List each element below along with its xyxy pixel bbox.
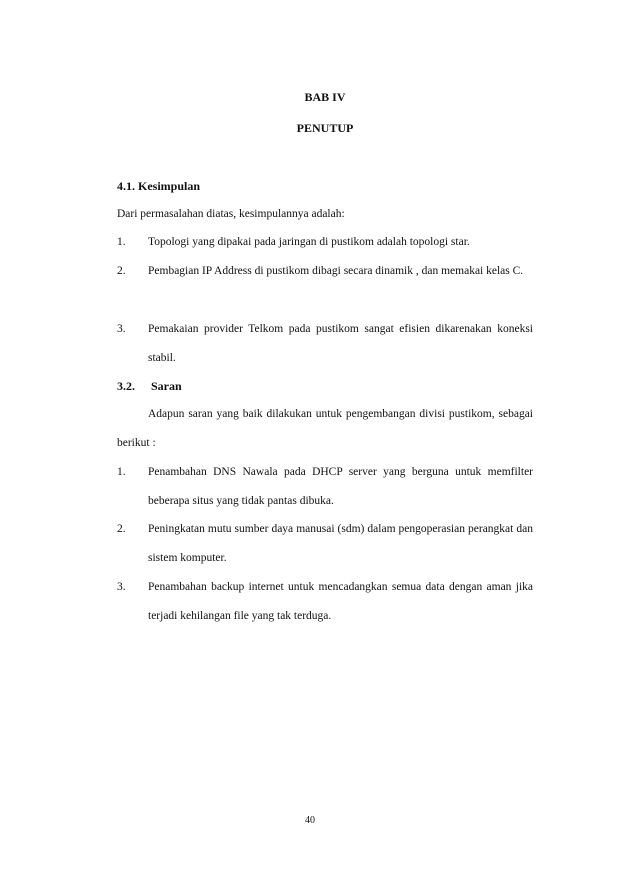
list-item <box>117 315 533 373</box>
list-number: 1. <box>117 236 126 248</box>
section-number: 3.2. <box>117 379 135 393</box>
section-heading-saran <box>117 379 182 394</box>
section-intro: Adapun saran yang baik dilakukan untuk pengembangan divisi pustikom, sebagai berikut : <box>117 408 533 449</box>
section-heading-kesimpulan <box>117 179 200 194</box>
list-number: 2. <box>117 523 126 535</box>
chapter-label: BAB IV <box>304 90 346 104</box>
section-intro: Dari permasalahan diatas, kesimpulannya adalah: <box>117 208 345 220</box>
list-text: Pembagian IP Address di pustikom dibagi secara dinamik , dan memakai kelas C. <box>148 265 524 277</box>
list-number: 3. <box>117 581 126 593</box>
list-item <box>117 515 533 573</box>
list-text: Pemakaian provider Telkom pada pustikom sangat efisien dikarenakan koneksi stabil. <box>148 323 533 364</box>
section-title: Kesimpulan <box>138 179 201 193</box>
chapter-title: PENUTUP <box>296 121 354 135</box>
section-number: 4.1. <box>117 179 135 193</box>
page-number: 40 <box>305 815 315 826</box>
list-text: Peningkatan mutu sumber daya manusai (sdm) dalam pengoperasian perangkat dan sistem komputer. <box>148 523 533 564</box>
list-item <box>117 257 533 286</box>
list-number: 3. <box>117 323 126 335</box>
section-title: Saran <box>151 379 182 393</box>
list-text: Penambahan backup internet untuk mencadangkan semua data dengan aman jika terjadi kehilangan file yang tak terduga. <box>148 581 533 622</box>
list-text: Topologi yang dipakai pada jaringan di pustikom adalah topologi star. <box>148 236 470 248</box>
list-text: Penambahan DNS Nawala pada DHCP server yang berguna untuk memfilter beberapa situs yang tidak pantas dibuka. <box>148 466 533 507</box>
list-number: 2. <box>117 265 126 277</box>
list-number: 1. <box>117 466 126 478</box>
list-item <box>117 228 533 257</box>
list-item <box>117 573 533 631</box>
list-item <box>117 458 533 516</box>
